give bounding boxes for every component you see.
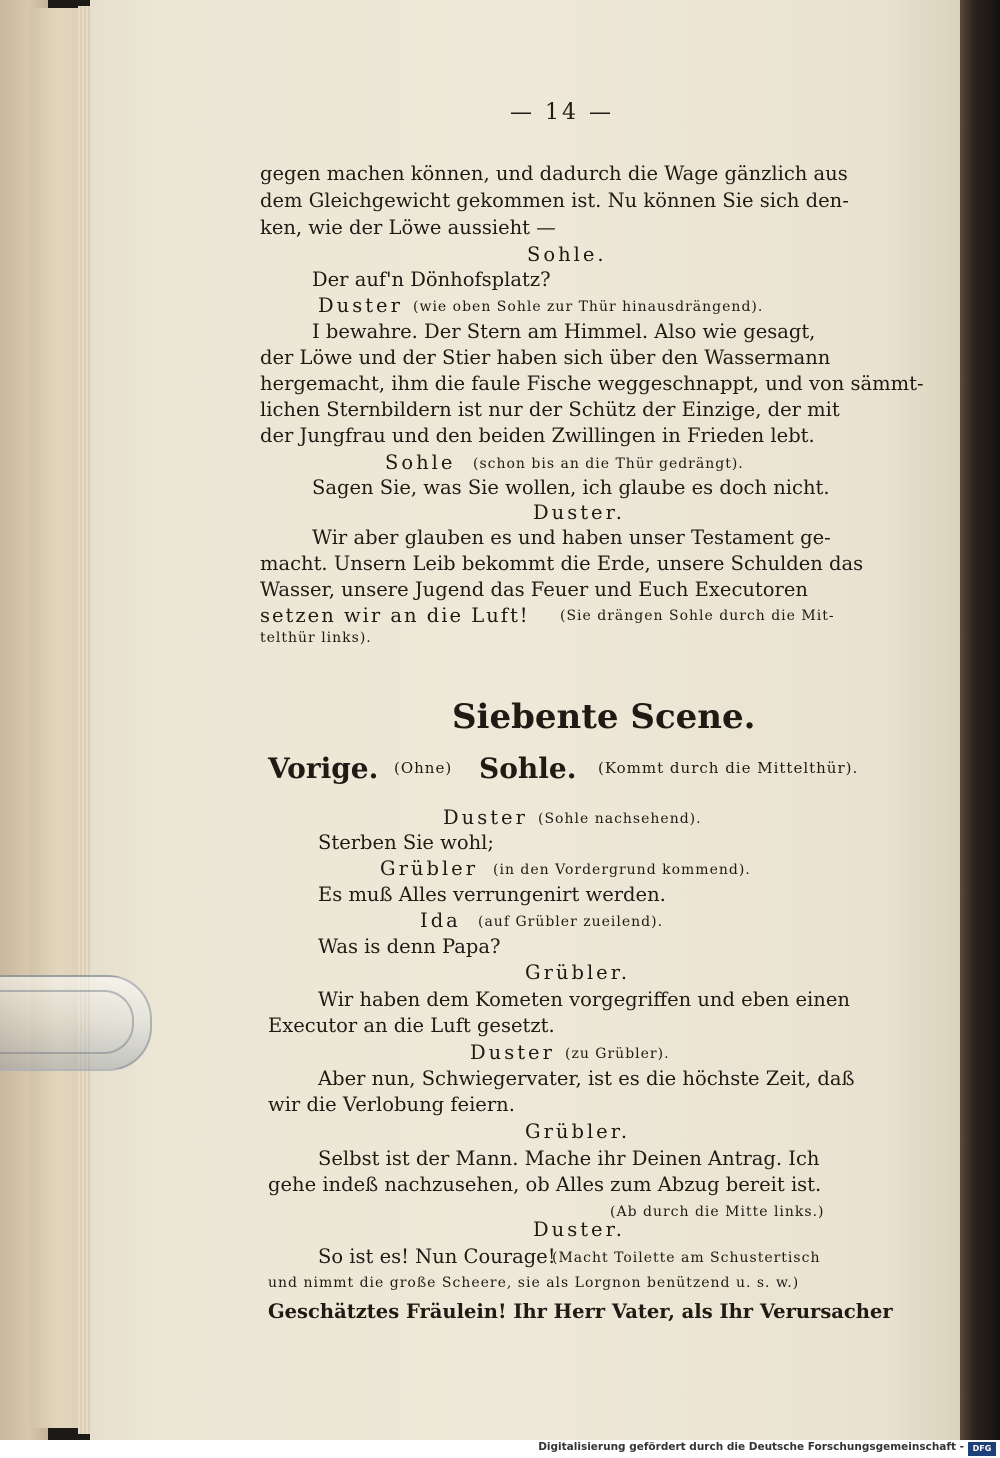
speaker-name: Grübler.: [525, 961, 631, 984]
stage-direction: und nimmt die große Scheere, sie als Lorgnon benützend u. s. w.): [268, 1275, 800, 1291]
stage-direction: (Kommt durch die Mittelthür).: [598, 759, 859, 777]
text-line: Selbst ist der Mann. Mache ihr Deinen Antrag. Ich: [318, 1147, 820, 1170]
stage-direction: (auf Grübler zueilend).: [478, 914, 664, 930]
stage-direction: (Sie drängen Sohle durch die Mit-: [560, 608, 835, 624]
text-line: So ist es! Nun Courage!: [318, 1245, 556, 1268]
page-clip-inner: [0, 990, 134, 1054]
text-line: der Jungfrau und den beiden Zwillingen in Frieden lebt.: [260, 424, 815, 447]
text-line: Wir aber glauben es und haben unser Testament ge-: [312, 526, 831, 549]
text-line: der Löwe und der Stier haben sich über den Wassermann: [260, 346, 831, 369]
speaker-name: Duster.: [533, 501, 625, 524]
text-line: gehe indeß nachzusehen, ob Alles zum Abzug bereit ist.: [268, 1173, 822, 1196]
text-line: Geschätztes Fräulein! Ihr Herr Vater, als Ihr Verursacher: [268, 1300, 893, 1323]
stage-direction: (zu Grübler).: [565, 1046, 670, 1062]
stage-direction: (Macht Toilette am Schustertisch: [552, 1250, 821, 1266]
speaker-name: Duster: [470, 1041, 555, 1064]
cast-name: Vorige.: [268, 752, 379, 785]
text-line: Was is denn Papa?: [318, 935, 501, 958]
text-line: Wasser, unsere Jugend das Feuer und Euch Executoren: [260, 578, 808, 601]
text-line: macht. Unsern Leib bekommt die Erde, unsere Schulden das: [260, 552, 864, 575]
text-line: Executor an die Luft gesetzt.: [268, 1014, 555, 1037]
text-line: Sterben Sie wohl;: [318, 831, 494, 854]
text-line: hergemacht, ihm die faule Fische weggeschnappt, und von sämmt-: [260, 372, 924, 395]
book-gutter-shadow: [960, 0, 1000, 1440]
text-line: wir die Verlobung feiern.: [268, 1093, 515, 1116]
page-number: — 14 —: [510, 100, 614, 125]
stage-direction: (Ab durch die Mitte links.): [610, 1204, 825, 1220]
speaker-name: Grübler.: [525, 1120, 631, 1143]
text-line: Wir haben dem Kometen vorgegriffen und eben einen: [318, 988, 850, 1011]
text-line: Sagen Sie, was Sie wollen, ich glaube es doch nicht.: [312, 476, 830, 499]
stage-direction: (schon bis an die Thür gedrängt).: [473, 456, 744, 472]
speaker-name: Duster: [443, 806, 528, 829]
text-line: ken, wie der Löwe aussieht —: [260, 216, 556, 239]
stage-direction: (wie oben Sohle zur Thür hinausdrängend).: [413, 299, 764, 315]
stage-direction: (Sohle nachsehend).: [538, 811, 702, 827]
speaker-name: Ida: [420, 909, 461, 932]
speaker-name: Duster.: [533, 1218, 625, 1241]
text-line: Aber nun, Schwiegervater, ist es die höchste Zeit, daß: [318, 1067, 855, 1090]
text-line: Es muß Alles verrungenirt werden.: [318, 883, 666, 906]
cast-name: Sohle.: [479, 752, 577, 785]
speaker-name: Grübler: [380, 857, 479, 880]
text-line: Der auf'n Dönhofsplatz?: [312, 268, 551, 291]
text-line: dem Gleichgewicht gekommen ist. Nu können Sie sich den-: [260, 189, 849, 212]
speaker-name: Sohle.: [527, 243, 607, 266]
dfg-logo: DFG: [968, 1442, 996, 1456]
text-line: lichen Sternbildern ist nur der Schütz der Einzige, der mit: [260, 398, 840, 421]
speaker-name: Duster: [318, 294, 403, 317]
stage-direction: (Ohne): [394, 759, 453, 777]
footer-credit: Digitalisierung gefördert durch die Deutsche Forschungsgemeinschaft -: [538, 1441, 964, 1453]
text-line: gegen machen können, und dadurch die Wage gänzlich aus: [260, 162, 848, 185]
text-line: setzen wir an die Luft!: [260, 604, 530, 627]
scene-heading: Siebente Scene.: [452, 697, 756, 737]
stage-direction: (in den Vordergrund kommend).: [493, 862, 751, 878]
stage-direction: telthür links).: [260, 630, 372, 646]
speaker-name: Sohle: [385, 451, 456, 474]
text-line: I bewahre. Der Stern am Himmel. Also wie gesagt,: [312, 320, 816, 343]
